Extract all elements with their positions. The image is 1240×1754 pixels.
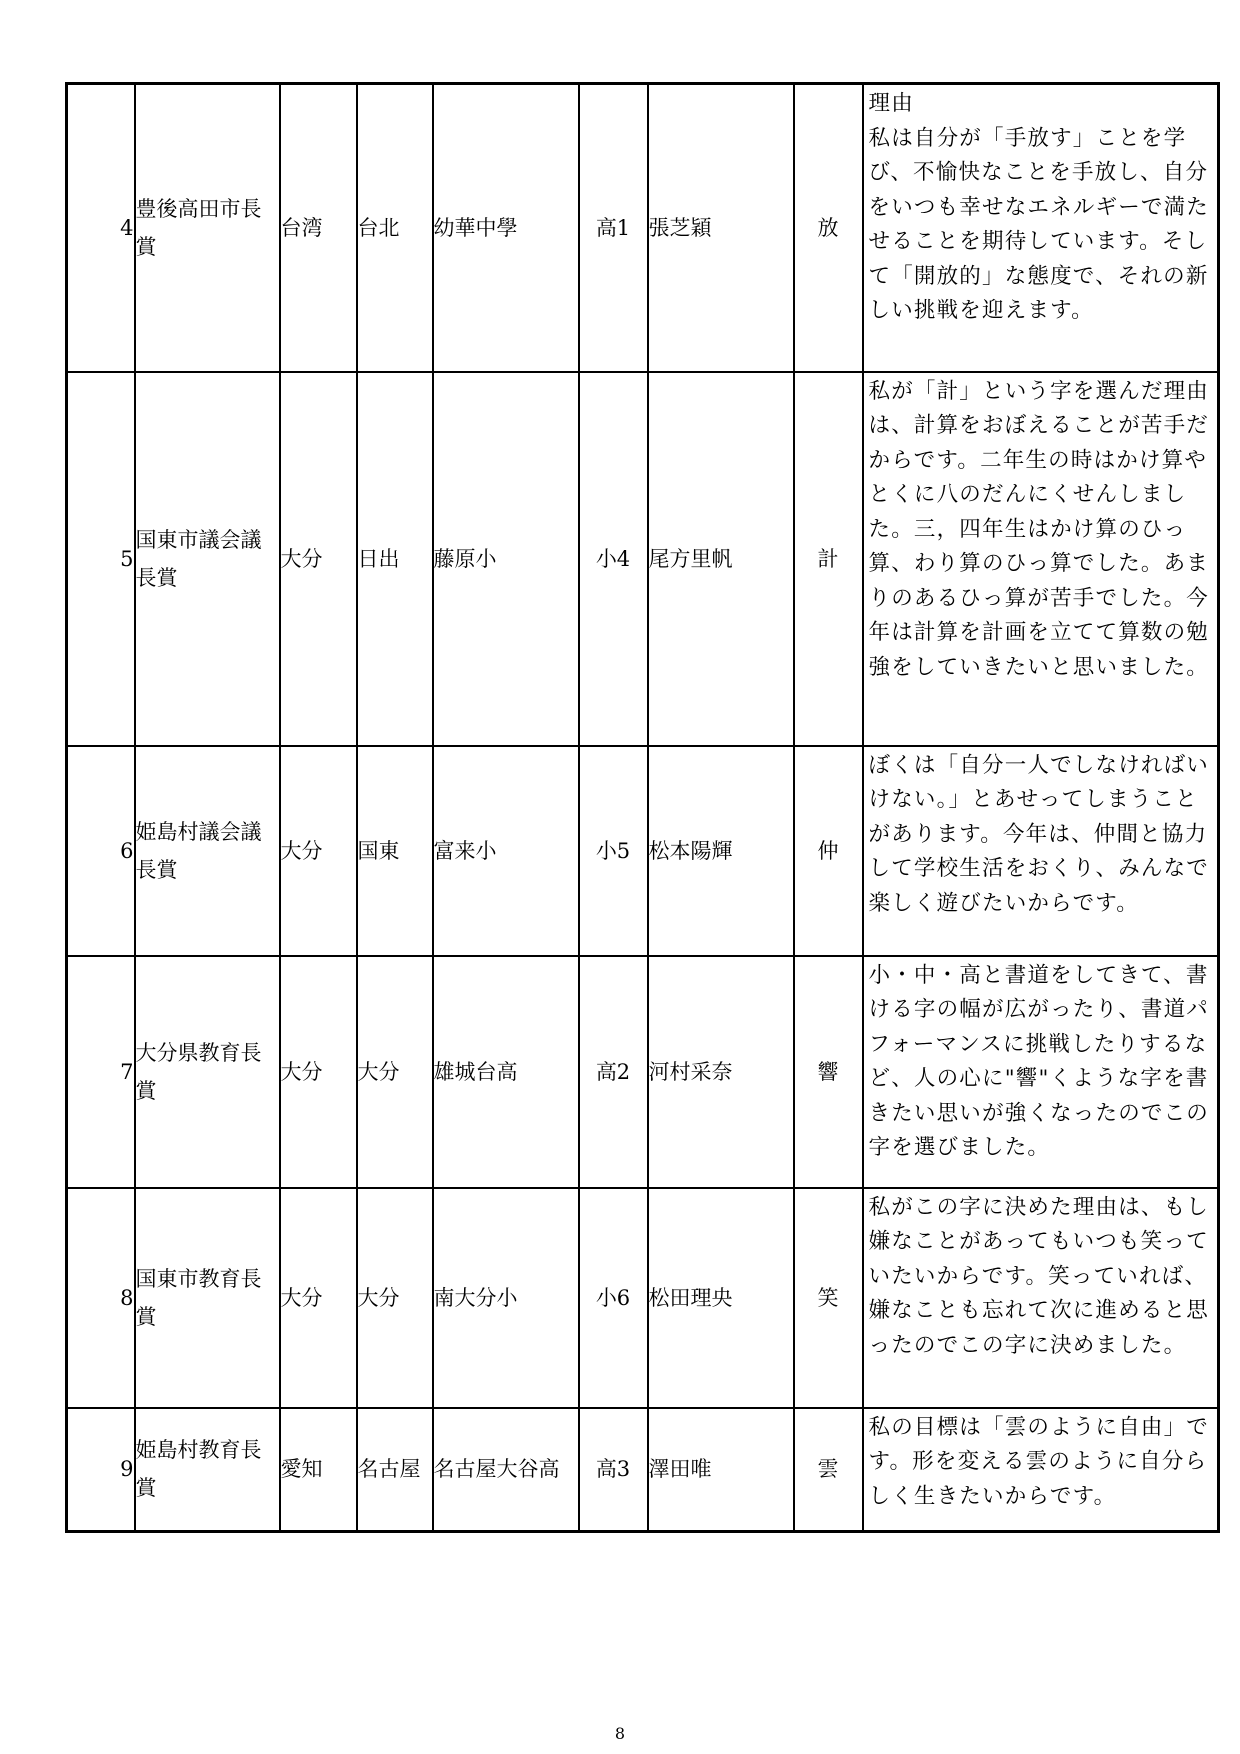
region: 大分 (280, 956, 357, 1188)
school: 幼華中學 (433, 84, 579, 372)
chosen-character: 雲 (794, 1408, 863, 1532)
reason-text: 私の目標は「雲のように自由」です。形を変える雲のように自分らしく生きたいからです。 (863, 1408, 1219, 1532)
award-title: 豊後高田市長賞 (135, 84, 280, 372)
chosen-character: 笑 (794, 1188, 863, 1408)
city: 国東 (357, 746, 433, 956)
student-name: 河村采奈 (648, 956, 794, 1188)
reason-text: 私が「計」という字を選んだ理由は、計算をおぼえることが苦手だからです。二年生の時はかけ算やとくに八のだんにくせんしました。三，四年生はかけ算のひっ算、わり算のひっ算でした。あまりのあるひっ算が苦手でした。今年は計算を計画を立てて算数の勉強をしていきたいと思いました。 (863, 372, 1219, 746)
school: 富来小 (433, 746, 579, 956)
grade: 小4 (579, 372, 648, 746)
award-title: 姫島村議会議長賞 (135, 746, 280, 956)
table-row (67, 956, 1219, 1188)
city: 大分 (357, 1188, 433, 1408)
row-number: 4 (67, 84, 135, 372)
grade: 小6 (579, 1188, 648, 1408)
student-name: 澤田唯 (648, 1408, 794, 1532)
school: 南大分小 (433, 1188, 579, 1408)
city: 大分 (357, 956, 433, 1188)
region: 大分 (280, 372, 357, 746)
chosen-character: 計 (794, 372, 863, 746)
page-number: 8 (614, 1724, 626, 1743)
table-row (67, 372, 1219, 746)
chosen-character: 響 (794, 956, 863, 1188)
row-number: 8 (67, 1188, 135, 1408)
row-number: 5 (67, 372, 135, 746)
table-row (67, 1408, 1219, 1532)
table-row (67, 1188, 1219, 1408)
region: 大分 (280, 1188, 357, 1408)
city: 名古屋 (357, 1408, 433, 1532)
reason-text: ぼくは「自分一人でしなければいけない。」とあせってしまうことがあります。今年は、仲間と協力して学校生活をおくり、みんなで楽しく遊びたいからです。 (863, 746, 1219, 956)
region: 大分 (280, 746, 357, 956)
student-name: 尾方里帆 (648, 372, 794, 746)
grade: 小5 (579, 746, 648, 956)
reason-text: 小・中・高と書道をしてきて、書ける字の幅が広がったり、書道パフォーマンスに挑戦したりするなど、人の心に"響"くような字を書きたい思いが強くなったのでこの字を選びました。 (863, 956, 1219, 1188)
chosen-character: 放 (794, 84, 863, 372)
table-row (67, 84, 1219, 372)
grade: 高1 (579, 84, 648, 372)
awards-table (65, 82, 1220, 1533)
award-title: 国東市議会議長賞 (135, 372, 280, 746)
chosen-character: 仲 (794, 746, 863, 956)
award-title: 国東市教育長賞 (135, 1188, 280, 1408)
city: 日出 (357, 372, 433, 746)
row-number: 6 (67, 746, 135, 956)
award-title: 大分県教育長賞 (135, 956, 280, 1188)
school: 藤原小 (433, 372, 579, 746)
grade: 高2 (579, 956, 648, 1188)
grade: 高3 (579, 1408, 648, 1532)
city: 台北 (357, 84, 433, 372)
region: 愛知 (280, 1408, 357, 1532)
student-name: 松本陽輝 (648, 746, 794, 956)
row-number: 9 (67, 1408, 135, 1532)
region: 台湾 (280, 84, 357, 372)
reason-text: 理由 私は自分が「手放す」ことを学び、不愉快なことを手放し、自分をいつも幸せなエネルギーで満たせることを期待しています。そして「開放的」な態度で、それの新しい挑戦を迎えます。 (863, 84, 1219, 372)
student-name: 張芝穎 (648, 84, 794, 372)
table-row (67, 746, 1219, 956)
reason-text: 私がこの字に決めた理由は、もし嫌なことがあってもいつも笑っていたいからです。笑っていれば、嫌なことも忘れて次に進めると思ったのでこの字に決めました。 (863, 1188, 1219, 1408)
row-number: 7 (67, 956, 135, 1188)
student-name: 松田理央 (648, 1188, 794, 1408)
school: 雄城台高 (433, 956, 579, 1188)
school: 名古屋大谷高 (433, 1408, 579, 1532)
award-title: 姫島村教育長賞 (135, 1408, 280, 1532)
